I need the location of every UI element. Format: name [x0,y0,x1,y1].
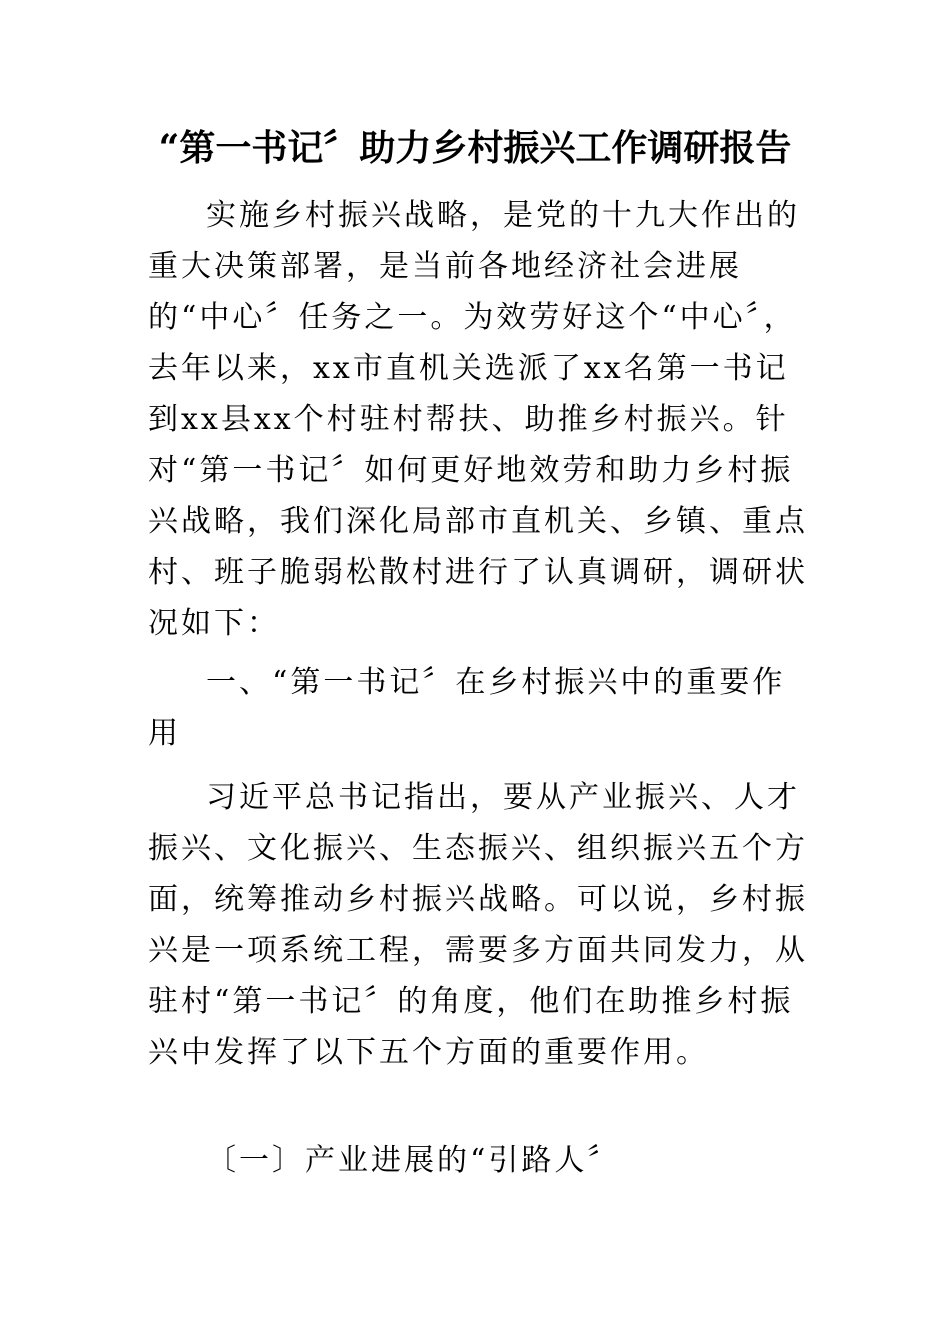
section-1-paragraph: 习近平总书记指出，要从产业振兴、人才振兴、文化振兴、生态振兴、组织振兴五个方面，统筹推动乡村振兴战略。可以说，乡村振兴是一项系统工程，需要多方面共同发力，从驻村“第一书记〞的角度，他们在助推乡村振兴中发挥了以下五个方面的重要作用。 [148,780,808,1070]
intro-paragraph: 实施乡村振兴战略，是党的十九大作出的重大决策部署，是当前各地经济社会进展的“中心〞任务之一。为效劳好这个“中心〞，去年以来，xx市直机关选派了xx名第一书记到xx县xx个村驻村帮扶、助推乡村振兴。针对“第一书记〞如何更好地效劳和助力乡村振兴战略，我们深化局部市直机关、乡镇、重点村、班子脆弱松散村进行了认真调研，调研状况如下： [148,198,808,641]
document-title: “第一书记〞助力乡村振兴工作调研报告 [158,127,792,169]
subsection-heading-1: 〔一〕产业进展的“引路人〞 [206,1143,621,1178]
section-heading-1: 一、“第一书记〞在乡村振兴中的重要作用 [148,665,786,751]
